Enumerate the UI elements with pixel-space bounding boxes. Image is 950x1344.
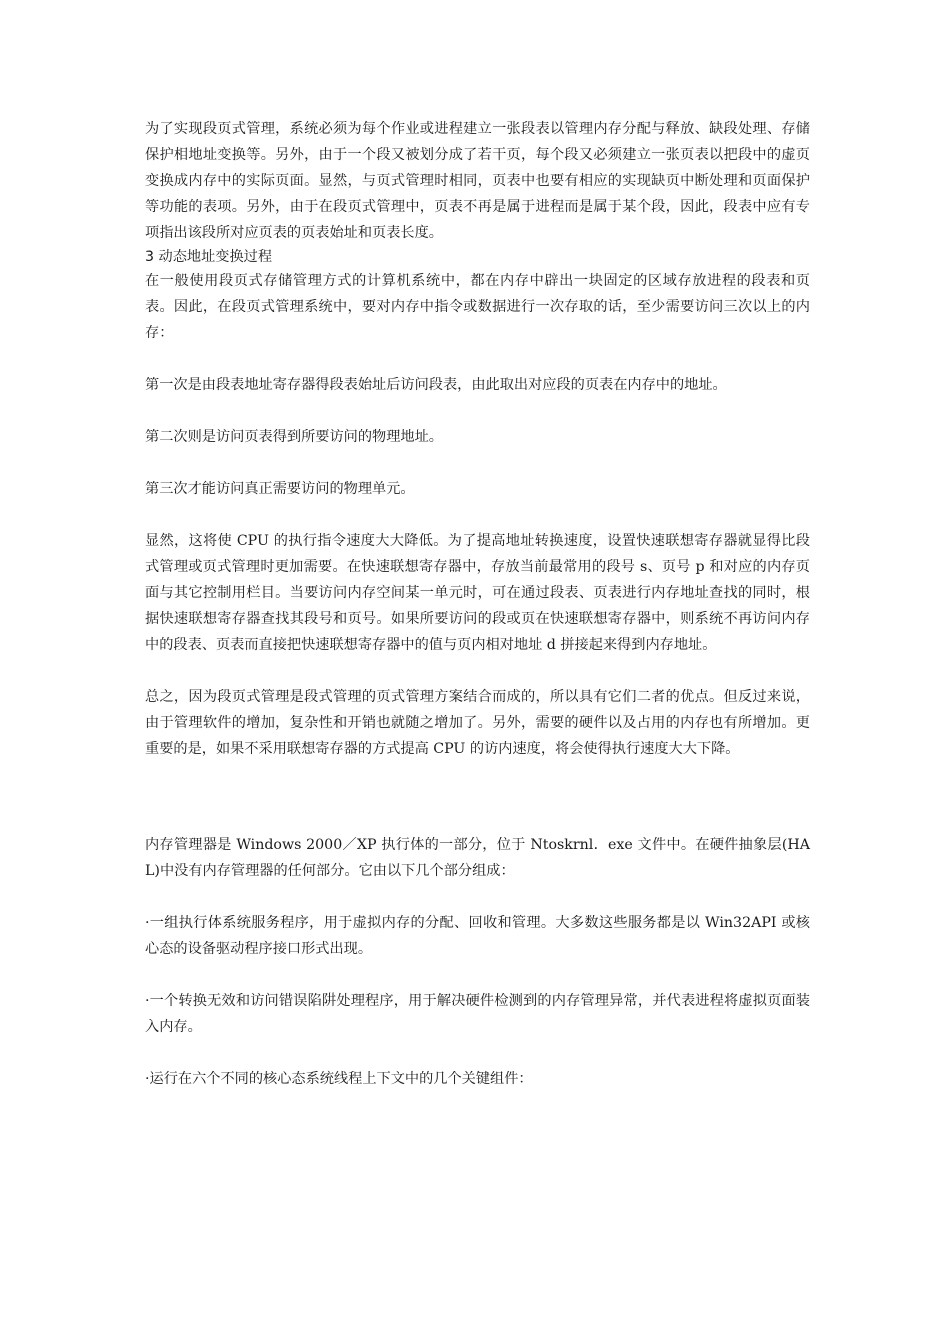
paragraph-memory-access-overview: 在一般使用段页式存储管理方式的计算机系统中，都在内存中辟出一块固定的区域存放进程的段表和页表。因此，在段页式管理系统中，要对内存中指令或数据进行一次存取的话，至少需要访问三次以上的内存：: [145, 273, 810, 341]
list-item-system-services: ·一组执行体系统服务程序，用于虚拟内存的分配、回收和管理。大多数这些服务都是以 Win32API 或核心态的设备驱动程序接口形式出现。: [145, 915, 810, 957]
paragraph-memory-manager-intro: 内存管理器是 Windows 2000／XP 执行体的一部分，位于 Ntoskrnl．exe 文件中。在硬件抽象层(HAL)中没有内存管理器的任何部分。它由以下几个部分组成：: [145, 837, 810, 879]
paragraph-segment-page-management: 为了实现段页式管理，系统必须为每个作业或进程建立一张段表以管理内存分配与释放、缺段处理、存储保护相地址变换等。另外，由于一个段又被划分成了若干页，每个段又必须建立一张页表以把段中的虚页变换成内存中的实际页面。显然，与页式管理时相同，页表中也要有相应的实现缺页中断处理和页面保护等功能的表项。另外，由于在段页式管理中，页表不再是属于进程而是属于某个段，因此，段表中应有专项指出该段所对应页表的页表始址和页表长度。: [145, 121, 810, 241]
spacer: [145, 450, 810, 476]
paragraph-first-access: 第一次是由段表地址寄存器得段表始址后访问段表，由此取出对应段的页表在内存中的地址。: [145, 377, 727, 393]
document-page: [145, 116, 810, 1092]
spacer: [145, 502, 810, 528]
spacer: [145, 962, 810, 988]
section-gap: [145, 762, 810, 832]
spacer: [145, 884, 810, 910]
spacer: [145, 658, 810, 684]
paragraph-summary: 总之，因为段页式管理是段式管理的页式管理方案结合而成的，所以具有它们二者的优点。但反过来说，由于管理软件的增加，复杂性和开销也就随之增加了。另外，需要的硬件以及占用的内存也有所增加。更重要的是，如果不采用联想寄存器的方式提高 CPU 的访内速度，将会使得执行速度大大下降。: [145, 689, 810, 757]
paragraph-second-access: 第二次则是访问页表得到所要访问的物理地址。: [145, 429, 443, 445]
paragraph-associative-registers: 显然，这将使 CPU 的执行指令速度大大降低。为了提高地址转换速度，设置快速联想寄存器就显得比段式管理或页式管理时更加需要。在快速联想寄存器中，存放当前最常用的段号 s、页号 p 和对应的内存页面与其它控制用栏目。当要访问内存空间某一单元时，可在通过段表、页表进行内存地址查找的同时，根据快速联想寄存器查找其段号和页号。如果所要访问的段或页在快速联想寄存器中，则系统不再访问内存中的段表、页表而直接把快速联想寄存器中的值与页内相对地址 d 拼接起来得到内存地址。: [145, 533, 810, 653]
spacer: [145, 346, 810, 372]
spacer: [145, 1040, 810, 1066]
paragraph-third-access: 第三次才能访问真正需要访问的物理单元。: [145, 481, 415, 497]
spacer: [145, 398, 810, 424]
list-item-key-components: ·运行在六个不同的核心态系统线程上下文中的几个关键组件：: [145, 1071, 533, 1087]
section-heading-dynamic-address-translation: 3 动态地址变换过程: [145, 249, 273, 265]
list-item-trap-handler: ·一个转换无效和访问错误陷阱处理程序，用于解决硬件检测到的内存管理异常，并代表进程将虚拟页面装入内存。: [145, 993, 810, 1035]
